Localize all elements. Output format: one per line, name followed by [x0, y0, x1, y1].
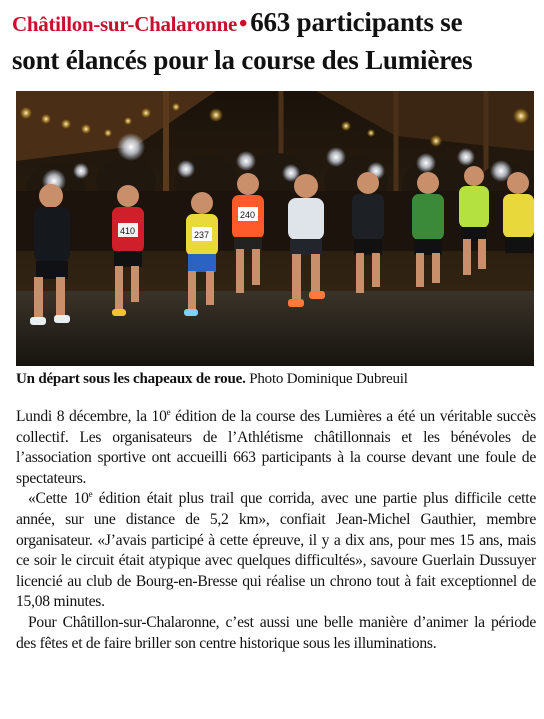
race-photo-illustration — [16, 91, 534, 366]
headline-title-part2: sont élancés pour la course des Lumières — [12, 45, 473, 75]
bib-410: 410 — [120, 226, 136, 236]
paragraph-1-start: Lundi 8 décembre, la 10 — [16, 408, 167, 425]
paragraph-1-rest: édition de la course des Lumières a été un véritable succès collectif. Les organisateurs de l’Athlétisme châtillonnais et les bénévoles de l’association sportive ont accueilli 663 participants à la course devant une foule de spectateurs. — [16, 408, 536, 487]
headline-bullet: • — [239, 11, 248, 37]
headline-title-part1: 663 participants se — [250, 7, 463, 37]
race-start-photo — [16, 91, 534, 366]
photo-caption — [16, 368, 540, 390]
paragraph-2-rest: édition était plus trail que corrida, avec une partie plus difficile cette année, sur une distance de 5,2 km», confiait Jean-Michel Gauthier, membre organisateur. «J’avais participé à cette épreuve, il y a dix ans, pour mes 15 ans, mais ce soir le circuit était atypique avec quelques difficultés», savoure Guerlain Dussuyer licencié au club de Bourg-en-Bresse qui réalise un chrono tout à fait exceptionnel de 15,08 minutes. — [16, 490, 536, 611]
article-paragraph-1 — [16, 407, 536, 489]
caption-text: Un départ sous les chapeaux de roue. — [16, 371, 246, 387]
article-body — [16, 407, 536, 654]
bib-240: 240 — [240, 210, 256, 220]
article-paragraph-3: Pour Châtillon-sur-Chalaronne, c’est aussi une belle manière d’animer la période des fêtes et de faire briller son centre historique sous les illuminations. — [16, 613, 536, 652]
road-surface — [16, 291, 534, 366]
paragraph-2-start: «Cette 10 — [28, 490, 89, 508]
headline — [12, 4, 536, 78]
paragraph-2-superscript: e — [88, 489, 93, 500]
headline-kicker: Châtillon-sur-Chalaronne — [12, 12, 237, 36]
bib-237: 237 — [194, 230, 210, 240]
caption-credit: Photo Dominique Dubreuil — [249, 371, 408, 387]
article-paragraph-2 — [16, 489, 536, 613]
paragraph-1-superscript: e — [166, 406, 171, 417]
